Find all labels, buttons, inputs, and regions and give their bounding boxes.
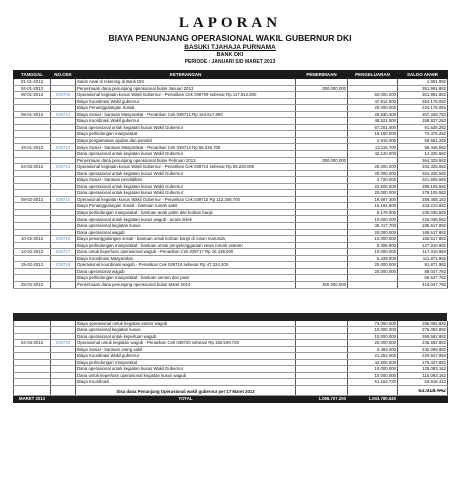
table-row (14, 242, 448, 249)
total-receipts: 1.065.707.200 (296, 395, 348, 403)
row-description: Penerimaan dana penunjang operasional bulan Pebruari 2013 (76, 157, 296, 164)
row-expenses: 19.150.000 (348, 131, 398, 138)
row-expenses: 20.000.000 (348, 164, 398, 171)
row-expenses: 20.000.000 (348, 229, 398, 236)
row-description: Biaya perlindungan masyarakat (76, 131, 296, 138)
row-expenses: 50.000.000 (348, 92, 398, 99)
row-balance: 56.445.582 (398, 144, 448, 151)
row-receipts: 350.000.000 (296, 85, 348, 92)
row-balance: 91.626.282 (398, 124, 448, 131)
row-description: Biaya Sosial - bantuan Masyarakat - Penarikan Cek 039712 Rp 164.617.800 (76, 111, 296, 118)
row-check-number: 039718 (51, 262, 76, 269)
row-description: Operasional kegiatan kusus Wakil Gubernur - Penarikan Cek 039714 sebesar Rp 85.220.000 (76, 164, 296, 171)
row-balance: 276.092.882 (398, 327, 448, 334)
row-description: Operasional untuk kegiatan wagub - Penarikan Cek 039720 sebesar Rp 150.509.720 (76, 340, 296, 347)
row-date: 08-02-2013 (14, 196, 51, 203)
row-balance: 324.325.582 (398, 170, 448, 177)
row-check-number: 039709 (51, 92, 76, 99)
row-balance: 234.179.082 (398, 105, 448, 112)
row-balance: 91.871.982 (398, 262, 448, 269)
row-description: Dana operasional untuk kegiatan kusus Wakil Gubernur (76, 190, 296, 197)
row-balance: 69.561.282 (398, 137, 448, 144)
row-balance: 185.617.882 (398, 223, 448, 230)
row-expenses: 5.439.000 (348, 255, 398, 262)
row-expenses: 10.000.000 (348, 372, 398, 379)
report-title: LAPORAN (178, 15, 282, 31)
row-description: Dana operasional kegiatan kusus (76, 223, 296, 230)
row-balance: 235.035.582 (398, 209, 448, 216)
table-row (14, 249, 448, 256)
row-description: Dana untuk keperluan operasional kegiatan kusus wagub (76, 372, 296, 379)
row-balance: 321.605.582 (398, 177, 448, 184)
row-description: Biaya Sosial - bantuan pendidikan (76, 177, 296, 184)
total-label: TOTAL (76, 395, 296, 403)
row-balance: 351.991.882 (398, 85, 448, 92)
row-balance: 243.213.582 (398, 203, 448, 210)
row-description: Dana operasional wagub (76, 229, 296, 236)
row-balance: 176.347.882 (398, 359, 448, 366)
total-row (14, 395, 448, 403)
row-balance: 14.325.582 (398, 151, 448, 158)
row-balance: 364.325.582 (398, 157, 448, 164)
row-expenses: 20.000.000 (348, 268, 398, 275)
row-balance: 66.547.782 (398, 275, 448, 282)
row-balance: 68.047.782 (398, 268, 448, 275)
closing-balance-label: Sisa dana Penunjang Operasional wakil gubernur per 17 Maret 2013 (76, 389, 296, 395)
row-date: 25-02-2013 (14, 281, 51, 288)
row-description: Biaya perlindungan masyarakat - bantuan untuk penyelenggaraan sewa rumah veteran (76, 242, 296, 249)
row-date: 14-02-2013 (14, 249, 51, 256)
row-check-number: 039714 (51, 164, 76, 171)
row-balance: 242.099.882 (398, 346, 448, 353)
table-row (14, 164, 448, 171)
row-description: Biaya perlindungan masyarakat (76, 359, 296, 366)
row-description: Dana operasional untuk kegiatan kusus wagub - acara imlek (76, 216, 296, 223)
bank-name: BANK DKI (216, 52, 244, 58)
page-break (0, 289, 460, 313)
row-balance: 286.092.882 (398, 321, 448, 327)
row-check-number: 039717 (51, 249, 76, 256)
row-description: Dana untuk keperluan operasional wagub - Penarikan Cek 039717 Rp 15.439.000 (76, 249, 296, 256)
official-name: BASUKI TJAHAJA PURNAMA (184, 44, 276, 51)
row-date: 04-02-2013 (14, 164, 51, 171)
row-balance: 299.105.582 (398, 183, 448, 190)
row-date: 04-01-2013 (14, 85, 51, 92)
row-balance: 127.310.982 (398, 242, 448, 249)
row-balance: 158.827.282 (398, 118, 448, 125)
page-2-top-bar (13, 313, 447, 321)
row-receipts: 350.000.000 (296, 157, 348, 164)
row-description: Biaya perlindungan masyarakat - bantuan semen dan pasir (76, 275, 296, 282)
row-description: Biaya Sosial - bantuan Masyarakat - Penarikan Cek 039713 Rp 55.235.700 (76, 144, 296, 151)
row-description: Biaya penanggulangan sosial - bantuan untuk korban banjir di rusun marunda (76, 236, 296, 243)
row-description: Dana operasional untuk kegiatan kusus Wakil Gubernur (76, 366, 296, 373)
row-balance: 165.617.882 (398, 229, 448, 236)
row-balance: 111.871.982 (398, 255, 448, 262)
row-description: Operasional koordinasi wagub - Penarikan Cek 039718 sebesar Rp 47.324.200 (76, 262, 296, 269)
ledger-body-page-2 (14, 321, 448, 386)
row-balance: 279.105.582 (398, 190, 448, 197)
row-expenses: 20.000.000 (348, 105, 398, 112)
row-expenses: 21.252.000 (348, 353, 398, 360)
row-balance: 225.035.582 (398, 216, 448, 223)
row-balance: 259.408.182 (398, 196, 448, 203)
row-date: 15-02-2013 (14, 262, 51, 269)
row-balance: 301.991.882 (398, 92, 448, 99)
row-expenses: 51.164.720 (348, 379, 398, 386)
row-expenses: 42.120.000 (348, 151, 398, 158)
row-balance: 115.083.162 (398, 372, 448, 379)
row-date: 05-01-2013 (14, 92, 51, 99)
row-balance: 72.476.282 (398, 131, 448, 138)
table-row (14, 92, 448, 99)
row-balance: 63.918.442 (398, 379, 448, 386)
row-expenses: 13.115.700 (348, 144, 398, 151)
row-expenses: 20.000.000 (348, 340, 398, 347)
row-receipts: 350.000.000 (296, 281, 348, 288)
row-expenses: 10.000.000 (348, 249, 398, 256)
row-description: Biaya Penanggulangan Sosial - bantuan rumah sakit (76, 203, 296, 210)
row-balance: 220.847.882 (398, 353, 448, 360)
row-balance: 117.310.982 (398, 249, 448, 256)
row-balance: 416.047.782 (398, 281, 448, 288)
row-description: Biaya Koordinasi (76, 379, 296, 386)
row-description: Biaya Koordinasi Masyarakat (76, 255, 296, 262)
total-date: MARET 2013 (14, 395, 51, 403)
col-header-date: TANGGAL (14, 71, 51, 79)
row-description: Biaya Penanggulangan Sosial (76, 105, 296, 112)
row-expenses: 8.178.000 (348, 209, 398, 216)
col-header-check: NO.CEK (51, 71, 76, 79)
row-balance: 155.617.882 (398, 236, 448, 243)
ledger-table-page-1 (13, 70, 448, 289)
row-description: Dana operasional untuk kegiatan kusus Wakil Gubernur (76, 170, 296, 177)
row-expenses: 47.812.800 (348, 98, 398, 105)
row-date: 01-01-2013 (14, 79, 51, 86)
row-check-number: 039716 (51, 236, 76, 243)
row-check-number (51, 281, 76, 288)
row-date: 19-01-2013 (14, 144, 51, 151)
row-expenses: 48.521.500 (348, 118, 398, 125)
row-balance: 125.083.162 (398, 366, 448, 373)
table-row (14, 340, 448, 347)
ledger-body-page-1 (14, 79, 448, 289)
row-expenses: 19.697.400 (348, 196, 398, 203)
report-subtitle: BIAYA PENUNJANG OPERASIONAL WAKIL GUBERNUR DKI (108, 33, 352, 43)
row-expenses: 10.000.000 (348, 236, 398, 243)
row-expenses: 44.500.000 (348, 359, 398, 366)
row-expenses: 3.493.000 (348, 346, 398, 353)
row-expenses: 39.417.700 (348, 223, 398, 230)
table-row (14, 281, 448, 288)
col-header-expenses: PENGELUARAN (348, 71, 398, 79)
row-expenses: 10.000.000 (348, 327, 398, 334)
row-date: 09-01-2013 (14, 111, 51, 118)
row-description: Dana operasional untuk kegiatan kusus Wakil Gubernur (76, 151, 296, 158)
row-expenses: 16.194.600 (348, 203, 398, 210)
row-expenses: 67.201.000 (348, 124, 398, 131)
row-balance: 344.325.582 (398, 164, 448, 171)
row-description: Biaya Koordinasi Wakil gubernur (76, 118, 296, 125)
row-expenses: 22.500.000 (348, 183, 398, 190)
row-expenses: 20.000.000 (348, 262, 398, 269)
row-balance: 245.592.882 (398, 340, 448, 347)
row-description: Biaya Sosial - bantuan orang sakit (76, 346, 296, 353)
table-header-row (14, 71, 448, 79)
row-description: Operasional kegiatan kusus Wakil Gubernur - Penarikan Cek 039709 sebesar Rp 117.812.800 (76, 92, 296, 99)
col-header-balance: SALDO AKHIR (398, 71, 448, 79)
row-description: Dana operasional wagub (76, 268, 296, 275)
report-header (0, 0, 460, 66)
row-expenses: 8.306.900 (348, 242, 398, 249)
row-description: Dana operasional untuk kegiatan kusus Wakil Gubernur (76, 124, 296, 131)
row-description: Dana operasional untuk keperluan wagub (76, 333, 296, 340)
row-description: Biaya perlindungan masyarakat - bantuan anak yatim dan korban banjir (76, 209, 296, 216)
row-expenses (348, 281, 398, 288)
table-row (14, 196, 448, 203)
row-balance: 254.179.082 (398, 98, 448, 105)
row-expenses: 20.000.000 (348, 170, 398, 177)
row-expenses: 2.720.000 (348, 177, 398, 184)
row-check-number: 039720 (51, 340, 76, 347)
closing-balance-value: 63.918.442 (398, 389, 448, 395)
total-expenses: 1.003.780.640 (348, 395, 398, 403)
row-date: 04-03-2013 (14, 340, 51, 347)
row-description: Penerimaan dana penunjang operasional bulan Maret 2013 (76, 281, 296, 288)
row-expenses: 20.000.000 (348, 190, 398, 197)
row-description: Dana operasional untuk kegiatan kusus Wakil Gubernur (76, 183, 296, 190)
row-expenses: 10.000.000 (348, 366, 398, 373)
row-date: 10-02-2013 (14, 236, 51, 243)
row-balance: 207.348.782 (398, 111, 448, 118)
row-expenses: 73.050.000 (348, 321, 398, 327)
col-header-receipts: PENERIMAAN (296, 71, 348, 79)
row-description: Biaya operasional untuk kegiatan kantor wagub (76, 321, 296, 327)
row-check-number: 039713 (51, 144, 76, 151)
row-check-number: 039712 (51, 111, 76, 118)
row-balance: 265.592.882 (398, 333, 448, 340)
row-description: Operasional kegiatan kusus Wakil Gubernur - Penarikan Cek 039715 Rp 113.309.700 (76, 196, 296, 203)
row-description: Biaya Koordinasi Wakil gubernur (76, 353, 296, 360)
row-description: Saldo Awal di rekening di Bank DKI (76, 79, 296, 86)
ledger-table-page-2 (13, 321, 448, 404)
row-expenses: 10.000.000 (348, 216, 398, 223)
report-period: PERIODE : JANUARI S/D MARET 2013 (184, 59, 276, 65)
row-description: Penerimaan dana penunjang operasional bulan Januari 2013 (76, 85, 296, 92)
row-description: Biaya pengamanan ajudan dan pamdal (76, 137, 296, 144)
row-balance: 1.991.882 (398, 79, 448, 86)
row-description: Dana operasional kegiatan kusus (76, 327, 296, 334)
row-expenses: 10.000.000 (348, 333, 398, 340)
row-description: Biaya Koordinasi Wakil gubernur (76, 98, 296, 105)
row-check-number: 039715 (51, 196, 76, 203)
row-expenses: 2.915.000 (348, 137, 398, 144)
col-header-description: KETERANGAN (76, 71, 296, 79)
row-expenses: 26.830.300 (348, 111, 398, 118)
